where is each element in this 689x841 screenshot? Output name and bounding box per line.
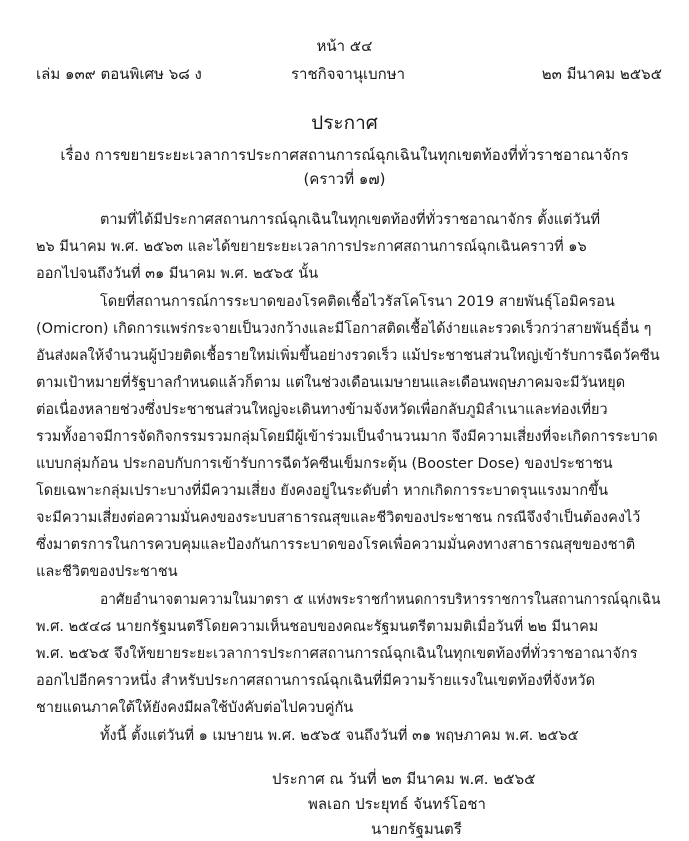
body-line: ออกไปอีกคราวหนึ่ง สำหรับประกาศสถานการณ์ฉุกเฉินที่มีความร้ายแรงในเขตท้องที่จังหวัด	[36, 673, 595, 689]
body-line: จะมีความเสี่ยงต่อความมั่นคงของระบบสาธารณสุขและชีวิตของประชาชน กรณีจึงจำเป็นต้องคงไว้	[36, 510, 641, 526]
announcement-date: ประกาศ ณ วันที่ ๒๓ มีนาคม พ.ศ. ๒๕๖๕	[272, 770, 536, 788]
body-line: อาศัยอำนาจตามความในมาตรา ๕ แห่งพระราชกำหนดการบริหารราชการในสถานการณ์ฉุกเฉิน	[100, 592, 661, 608]
document-title: ประกาศ	[311, 112, 378, 134]
document-round: (คราวที่ ๑๗)	[303, 170, 386, 188]
body-line: แบบกลุ่มก้อน ประกอบกับการเข้ารับการฉีดวัคซีนเข็มกระตุ้น (Booster Dose) ของประชาชน	[36, 456, 613, 472]
body-line: ออกไปจนถึงวันที่ ๓๑ มีนาคม พ.ศ. ๒๕๖๕ นั้น	[36, 266, 319, 282]
body-line: พ.ศ. ๒๕๖๕ จึงให้ขยายระยะเวลาการประกาศสถานการณ์ฉุกเฉินในทุกเขตท้องที่ทั่วราชอาณาจักร	[36, 646, 638, 662]
body-line: รวมทั้งอาจมีการจัดกิจกรรมรวมกลุ่มโดยมีผู้เข้าร่วมเป็นจำนวนมาก จึงมีความเสี่ยงที่จะเกิดการระบาด	[36, 429, 658, 445]
signatory-position: นายกรัฐมนตรี	[371, 820, 462, 838]
gazette-header	[36, 62, 662, 82]
body-line: ทั้งนี้ ตั้งแต่วันที่ ๑ เมษายน พ.ศ. ๒๕๖๕ จนถึงวันที่ ๓๑ พฤษภาคม พ.ศ. ๒๕๖๕	[100, 728, 579, 744]
body-line: (Omicron) เกิดการแพร่กระจายเป็นวงกว้างและมีโอกาสติดเชื้อได้ง่ายและรวดเร็วกว่าสายพันธุ์อื่น ๆ	[36, 321, 652, 337]
body-line: ๒๖ มีนาคม พ.ศ. ๒๕๖๓ และได้ขยายระยะเวลาการประกาศสถานการณ์ฉุกเฉินคราวที่ ๑๖	[36, 239, 587, 255]
body-line: ตามเป้าหมายที่รัฐบาลกำหนดแล้วก็ตาม แต่ในช่วงเดือนเมษายนและเดือนพฤษภาคมจะมีวันหยุด	[36, 375, 626, 391]
body-line: ชายแดนภาคใต้ให้ยังคงมีผลใช้บังคับต่อไปควบคู่กัน	[36, 700, 354, 716]
body-line: ต่อเนื่องหลายช่วงซึ่งประชาชนส่วนใหญ่จะเดินทางข้ามจังหวัดเพื่อกลับภูมิลำเนาและท่องเที่ยว	[36, 402, 608, 418]
body-line: โดยเฉพาะกลุ่มเปราะบางที่มีความเสี่ยง ยังคงอยู่ในระดับต่ำ หากเกิดการระบาดรุนแรงมากขึ้น	[36, 483, 609, 499]
body-line: พ.ศ. ๒๕๔๘ นายกรัฐมนตรีโดยความเห็นชอบของคณะรัฐมนตรีตามมติเมื่อวันที่ ๒๒ มีนาคม	[36, 619, 599, 635]
page-number: หน้า ๕๔	[316, 37, 373, 55]
signatory-name: พลเอก ประยุทธ์ จันทร์โอชา	[308, 795, 486, 813]
body-line: และชีวิตของประชาชน	[36, 564, 178, 580]
document-subject: เรื่อง การขยายระยะเวลาการประกาศสถานการณ์ฉุกเฉินในทุกเขตท้องที่ทั่วราชอาณาจักร	[60, 146, 629, 164]
body-line: ซึ่งมาตรการในการควบคุมและป้องกันการระบาดของโรคเพื่อความมั่นคงทางสาธารณสุขของชาติ	[36, 537, 636, 553]
body-line: อันส่งผลให้จำนวนผู้ป่วยติดเชื้อรายใหม่เพิ่มขึ้นอย่างรวดเร็ว แม้ประชาชนส่วนใหญ่เข้ารับการฉีดวัคซีน	[36, 348, 660, 364]
gazette-date: ๒๓ มีนาคม ๒๕๖๕	[541, 65, 662, 83]
gazette-name: ราชกิจจานุเบกษา	[291, 65, 406, 83]
body-line: โดยที่สถานการณ์การระบาดของโรคติดเชื้อไวรัสโคโรนา 2019 สายพันธุ์โอมิครอน	[100, 294, 615, 310]
volume-info: เล่ม ๑๓๙ ตอนพิเศษ ๖๘ ง	[36, 65, 202, 83]
body-line: ตามที่ได้มีประกาศสถานการณ์ฉุกเฉินในทุกเขตท้องที่ทั่วราชอาณาจักร ตั้งแต่วันที่	[100, 212, 601, 228]
